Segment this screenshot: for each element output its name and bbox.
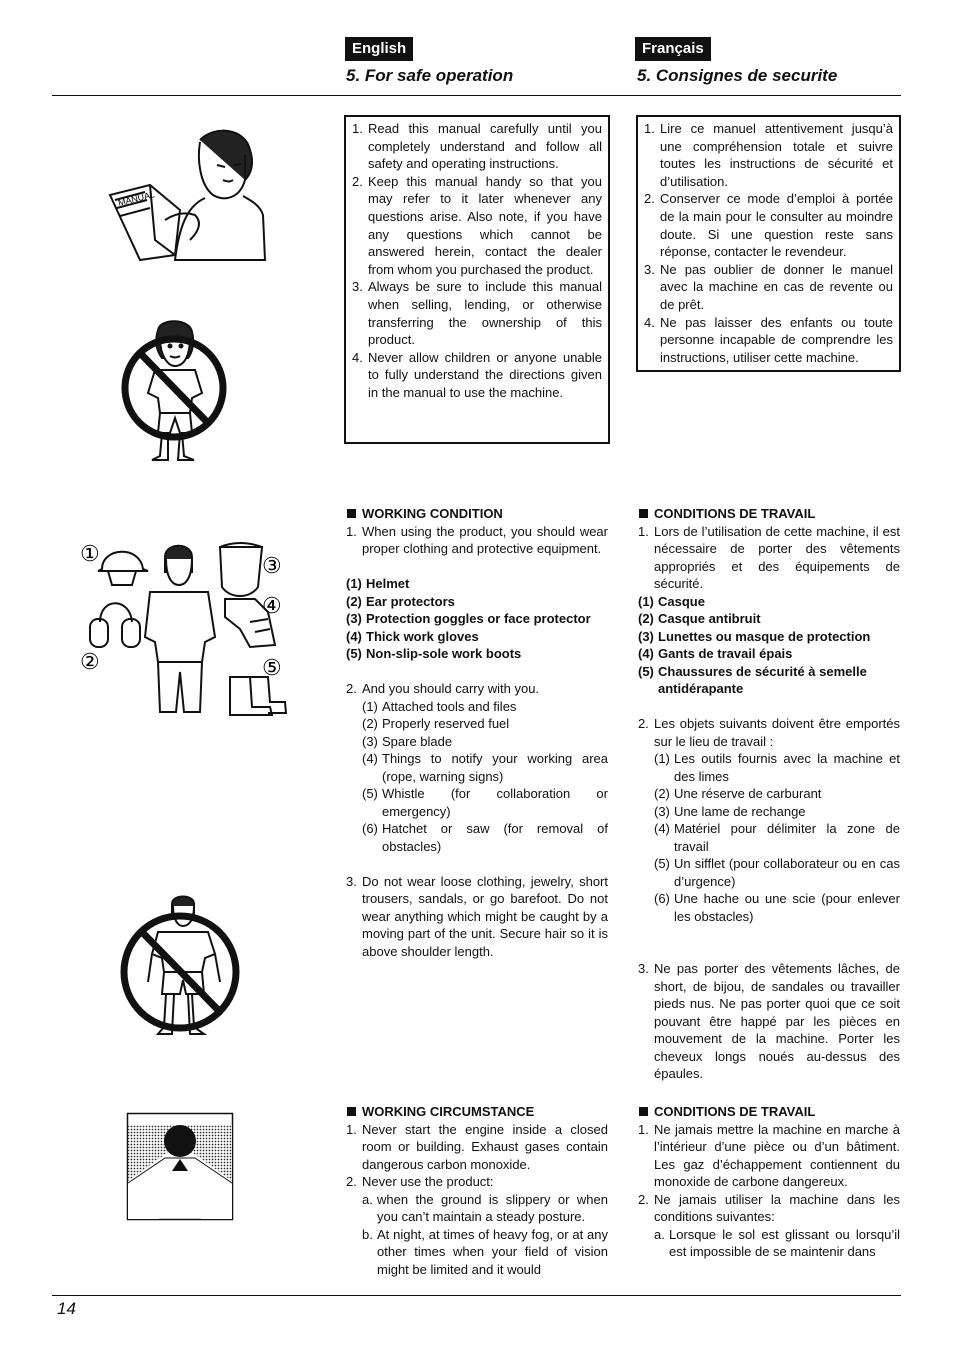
list-item: 1. Never start the engine inside a closed room or building. Exhaust gases contain dangerous carbon monoxide. [346,1121,608,1172]
list-item: (6) Hatchet or saw (for removal of obstacles) [362,821,608,854]
list-item: 2. Les objets suivants doivent être emportés sur le lieu de travail : [638,716,900,749]
list-item: (5) Non-slip-sole work boots [346,646,522,661]
list-item: (4) Gants de travail épais [638,646,793,661]
list-item: 2. Never use the product: [346,1174,494,1189]
face-shield-icon [220,547,262,596]
no-children-illustration [120,318,225,463]
list-item: (2) Une réserve de carburant [654,786,822,801]
list-item: (4) Things to notify your working area (rope, warning signs) [362,751,608,784]
list-item: 1. Lors de l’utilisation de cette machine, il est nécessaire de porter des vêtements appropriés et des équipements de sécurité. [638,523,900,591]
gear-number-1: ① [80,541,100,566]
reading-manual-illustration [105,120,265,265]
list-item: 2. Ne jamais utiliser la machine dans les conditions suivantes: [638,1191,900,1224]
english-working-condition [346,505,608,960]
french-working-condition [638,505,900,1083]
english-gear-list [346,575,608,663]
list-item: 1. Lire ce manuel attentivement jusqu’à une compréhension totale et suivre toutes les instructions de sécurité et d’utilisation. [644,121,893,189]
french-section-title: 5. Consignes de securite [637,66,838,85]
header-rule [52,95,901,96]
list-item: (4) Thick work gloves [346,628,479,644]
french-circ-list [638,1121,900,1226]
list-item: (2) Casque antibruit [638,611,761,626]
list-item: 2. And you should carry with you. [346,681,540,696]
english-circ-sublist [346,1191,608,1279]
list-item: (5) Whistle (for collaboration or emergency) [362,786,608,819]
section-heading: CONDITIONS DE TRAVAIL [638,505,900,523]
english-wc-item2 [346,680,608,698]
list-item: 3. Do not wear loose clothing, jewelry, short trousers, sandals, or go barefoot. Do not wear anything which might be caught by a moving part of the unit. Secure hair so it is above shoulder length. [346,873,608,959]
helmet-icon [98,552,148,571]
french-gear-list [638,593,900,698]
list-item: 1. Ne jamais mettre la machine en marche à l’intérieur d’une pièce ou d’un bâtiment. Les gaz d’échappement contiennent du monoxide de carbone dangereux. [638,1121,900,1189]
french-language-tag: Français [635,37,711,61]
list-item: (2) Ear protectors [346,593,455,609]
list-item: (6) Une hache ou une scie (pour enlever les obstacles) [654,891,900,924]
gear-number-5: ⑤ [262,655,282,680]
section-heading: WORKING CIRCUMSTANCE [346,1103,608,1121]
list-item: 1. Read this manual carefully until you completely understand and follow all safety and operating instructions. [352,121,602,172]
list-item: a. when the ground is slippery or when you can’t maintain a steady posture. [362,1191,608,1224]
french-intro-list [644,120,893,366]
section-heading: WORKING CONDITION [346,505,608,523]
list-item: 4. Never allow children or anyone unable to fully understand the directions given in the manual to use the machine. [352,349,602,400]
list-item: (2) Properly reserved fuel [362,716,510,731]
list-item: (3) Protection goggles or face protector [346,611,591,626]
list-item: 2. Keep this manual handy so that you may refer to it later whenever any questions arise. Also note, if you have any questions which cannot be answered herein, contact the dealer from whom you purchased the product. [352,173,602,277]
english-working-circumstance [346,1103,608,1278]
list-item: (3) Lunettes ou masque de protection [638,628,871,644]
english-wc-item1 [346,523,608,558]
french-carry-list [638,750,900,925]
english-language-tag: English [345,37,413,61]
english-intro-box [344,115,610,444]
page-number: 14 [57,1299,76,1318]
french-wc-item3 [638,960,900,1083]
list-item: (3) Spare blade [362,733,453,749]
list-item: (3) Une lame de rechange [654,803,806,819]
footer-rule [52,1295,901,1296]
french-wc-item2 [638,715,900,750]
english-carry-list [346,698,608,856]
french-working-circumstance [638,1103,900,1261]
list-item: 2. Conserver ce mode d’emploi à portée de la main pour le consulter au moindre doute. Si une question reste sans réponse, contacter le revendeur. [644,191,893,260]
english-circ-list [346,1121,608,1191]
list-item: 3. Always be sure to include this manual when selling, lending, or otherwise transferring the ownership of this product. [352,279,602,348]
list-item: 3. Ne pas porter des vêtements lâches, de short, de bijou, de sandales ou travailler pieds nus. Ne pas porter quoi que ce soit pouvant être happé par les pièces en mouvement de la machine. Porter les cheveux longs noués au-dessus des épaules. [638,961,900,1081]
list-item: (1) Casque [638,593,705,609]
list-item: 3. Ne pas oublier de donner le manuel avec la machine en cas de revente ou de prêt. [644,261,893,312]
exhaust-gas-illustration [127,1113,233,1220]
boots-icon [230,677,272,715]
english-intro-list [352,120,602,402]
french-intro-box [636,115,901,372]
list-item: 4. Ne pas laisser des enfants ou toute personne incapable de comprendre les instructions, utiliser cette machine. [644,314,893,365]
list-item: (1) Attached tools and files [362,698,517,714]
gear-number-3: ③ [262,553,282,578]
no-loose-clothing-illustration [120,892,248,1042]
english-section-title: 5. For safe operation [346,66,514,85]
protective-gear-illustration [80,537,290,719]
list-item: b. At night, at times of heavy fog, or at any other times when your field of vision might be limited and it would [362,1226,608,1277]
list-item: (5) Un sifflet (pour collaborateur ou en cas d’urgence) [654,856,900,889]
english-wc-item3 [346,873,608,961]
list-item: a. Lorsque le sol est glissant ou lorsqu’il est impossible de se maintenir dans [654,1226,900,1259]
gear-number-2: ② [80,649,100,674]
gear-number-4: ④ [262,593,282,618]
section-heading: CONDITIONS DE TRAVAIL [638,1103,900,1121]
french-circ-sublist [638,1226,900,1261]
manual-cover-label: MANUAL [117,189,156,208]
french-wc-item1 [638,523,900,593]
list-item: (5) Chaussures de sécurité à semelle antidérapante [638,663,867,696]
list-item: (1) Helmet [346,576,410,591]
list-item: (1) Les outils fournis avec la machine et des limes [654,751,900,784]
list-item: (4) Matériel pour délimiter la zone de travail [654,821,900,854]
list-item: 1. When using the product, you should wear proper clothing and protective equipment. [346,523,608,556]
